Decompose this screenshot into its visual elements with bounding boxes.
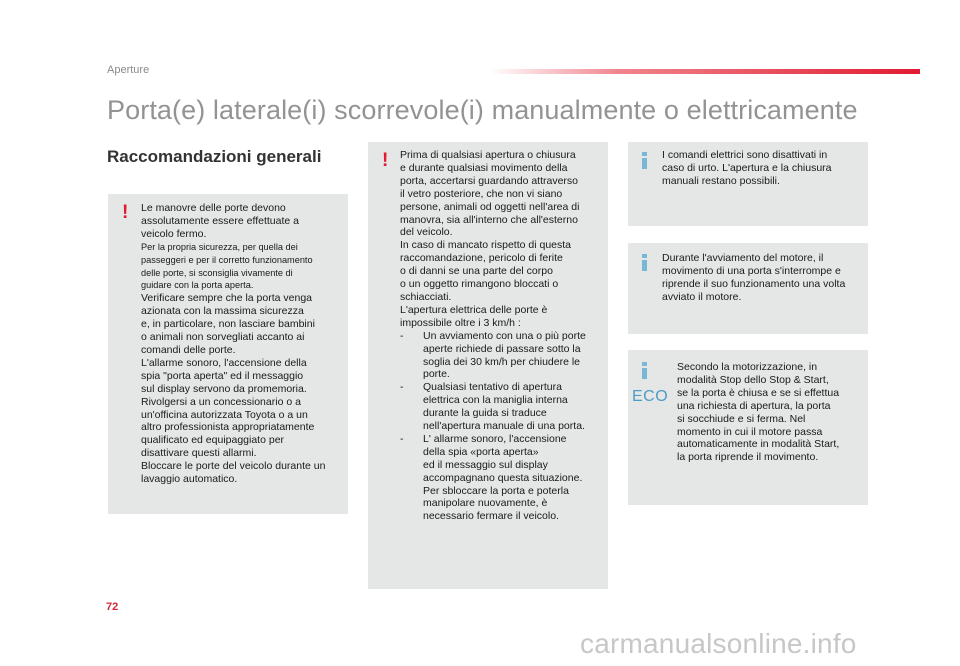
list-item <box>400 381 586 433</box>
text-line: delle porte, si sconsiglia vivamente di <box>141 267 293 278</box>
text-line: L' allarme sonoro, l'accensione <box>423 432 567 445</box>
text-line: Per sbloccare la porta e poterla <box>423 484 569 497</box>
text-line: movimento di una porta s'interrompe e <box>662 264 841 277</box>
text-line: qualificato ed equipaggiato per <box>141 434 285 447</box>
text-line: L'allarme sonoro, l'accensione della <box>141 356 307 369</box>
text-line: un'officina autorizzata Toyota o a un <box>141 408 308 421</box>
info-icon <box>641 254 648 271</box>
text-line: Rivolgersi a un concessionario o a <box>141 395 301 408</box>
text-line: manovra, sia all'interno che all'esterno <box>400 213 578 226</box>
bullet-dash: - <box>400 432 404 445</box>
warning-box-text <box>141 202 325 486</box>
text-line: porte. <box>423 368 450 381</box>
text-line: assolutamente essere effettuate a <box>141 214 299 227</box>
text-line: Qualsiasi tentativo di apertura <box>423 381 562 394</box>
header-rule <box>490 69 920 74</box>
text-line: In caso di mancato rispetto di questa <box>400 239 572 252</box>
text-line: guidare con la porta aperta. <box>141 280 254 291</box>
text-line: nell'apertura manuale di una porta. <box>423 420 585 433</box>
text-line: o di danni se una parte del corpo <box>400 265 553 278</box>
text-line: lavaggio automatico. <box>141 473 238 486</box>
text-line: Durante l'avviamento del motore, il <box>662 252 824 264</box>
warning-box-electric-doors <box>368 142 608 589</box>
text-line: impossibile oltre i 3 km/h : <box>400 316 521 329</box>
warning-box-general <box>108 194 348 514</box>
text-line: Bloccare le porte del veicolo durante un <box>141 460 326 473</box>
text-line: schiacciati. <box>400 290 452 303</box>
list-item <box>400 330 586 382</box>
text-line: caso di urto. L'apertura e la chiusura <box>662 161 832 174</box>
text-line: comandi delle porte. <box>141 343 236 356</box>
text-line: aperte richiede di passare sotto la <box>423 342 581 355</box>
text-line: raccomandazione, pericolo di ferite <box>400 252 563 265</box>
bullet-dash: - <box>400 329 404 342</box>
text-line: manipolare nuovamente, è <box>423 497 548 510</box>
page-title: Porta(e) laterale(i) scorrevole(i) manualmente o elettricamente <box>107 95 858 125</box>
text-line: se la porta è chiusa e se si effettua <box>677 386 840 399</box>
text-line: sul display servono da promemoria. <box>141 382 307 395</box>
text-line: accompagnano questa situazione. <box>423 471 583 484</box>
watermark: carmanualsonline.info <box>580 628 857 659</box>
text-line: spia "porta aperta" ed il messaggio <box>141 369 304 382</box>
text-line: il vetro posteriore, che non vi siano <box>400 187 563 200</box>
text-line: o animali non sorvegliati accanto ai <box>141 331 305 344</box>
text-line: necessario fermare il veicolo. <box>423 510 559 523</box>
info-box-text <box>662 149 832 188</box>
text-line: altro professionista appropriatamente <box>141 421 315 434</box>
text-line: ed il messaggio sul display <box>423 458 548 471</box>
info-box-text <box>662 252 845 304</box>
text-line: manuali restano possibili. <box>662 174 780 187</box>
section-label: Aperture <box>107 64 150 76</box>
text-line: azionata con la massima sicurezza <box>141 305 304 318</box>
page-number: 72 <box>106 601 119 613</box>
text-line: veicolo fermo. <box>141 227 207 240</box>
text-line: e durante qualsiasi movimento della <box>400 161 568 174</box>
bullet-dash: - <box>400 381 404 394</box>
text-line: e, in particolare, non lasciare bambini <box>141 318 315 331</box>
warning-icon: ! <box>122 202 129 223</box>
text-line: modalità Stop dello Stop & Start, <box>677 373 829 386</box>
text-line: della spia «porta aperta» <box>423 445 539 458</box>
info-box-engine-start <box>628 243 868 334</box>
text-line: si socchiude e si ferma. Nel <box>677 412 806 425</box>
warning-icon: ! <box>382 150 389 171</box>
text-line: I comandi elettrici sono disattivati in <box>662 149 828 161</box>
text-line: L'apertura elettrica delle porte è <box>400 303 548 316</box>
text-line: Prima di qualsiasi apertura o chiusura <box>400 149 576 161</box>
text-line: o un oggetto rimangono bloccati o <box>400 278 559 291</box>
text-line: persone, animali od oggetti nell'area di <box>400 200 580 213</box>
text-line: del veicolo. <box>400 226 453 239</box>
text-line: una richiesta di apertura, la porta <box>677 399 831 412</box>
eco-icon: ECO <box>632 388 669 405</box>
text-line: durante la guida si traduce <box>423 407 547 420</box>
info-icon <box>641 362 648 379</box>
info-box-text <box>677 361 839 464</box>
text-line: Secondo la motorizzazione, in <box>677 361 818 373</box>
text-line: passeggeri e per il corretto funzionamento <box>141 254 313 265</box>
warning-box-text <box>400 149 586 523</box>
text-line: momento in cui il motore passa <box>677 425 823 438</box>
text-line: Per la propria sicurezza, per quella dei <box>141 241 298 252</box>
text-line: la porta riprende il movimento. <box>677 451 819 464</box>
list-item <box>400 433 586 523</box>
section-heading: Raccomandazioni generali <box>107 147 322 166</box>
text-line: Verificare sempre che la porta venga <box>141 292 313 305</box>
text-line: soglia dei 30 km/h per chiudere le <box>423 355 581 368</box>
text-line: Le manovre delle porte devono <box>141 202 286 214</box>
text-line: avviato il motore. <box>662 290 742 303</box>
text-line: riprende il suo funzionamento una volta <box>662 277 846 290</box>
text-line: Un avviamento con una o più porte <box>423 329 586 342</box>
info-icon <box>641 152 648 169</box>
text-line: automaticamente in modalità Start, <box>677 438 840 451</box>
text-line: porta, accertarsi guardando attraverso <box>400 174 579 187</box>
info-box-crash <box>628 142 868 226</box>
info-box-stop-start <box>628 350 868 505</box>
text-line: elettrica con la maniglia interna <box>423 394 568 407</box>
text-line: disattivare questi allarmi. <box>141 447 257 460</box>
